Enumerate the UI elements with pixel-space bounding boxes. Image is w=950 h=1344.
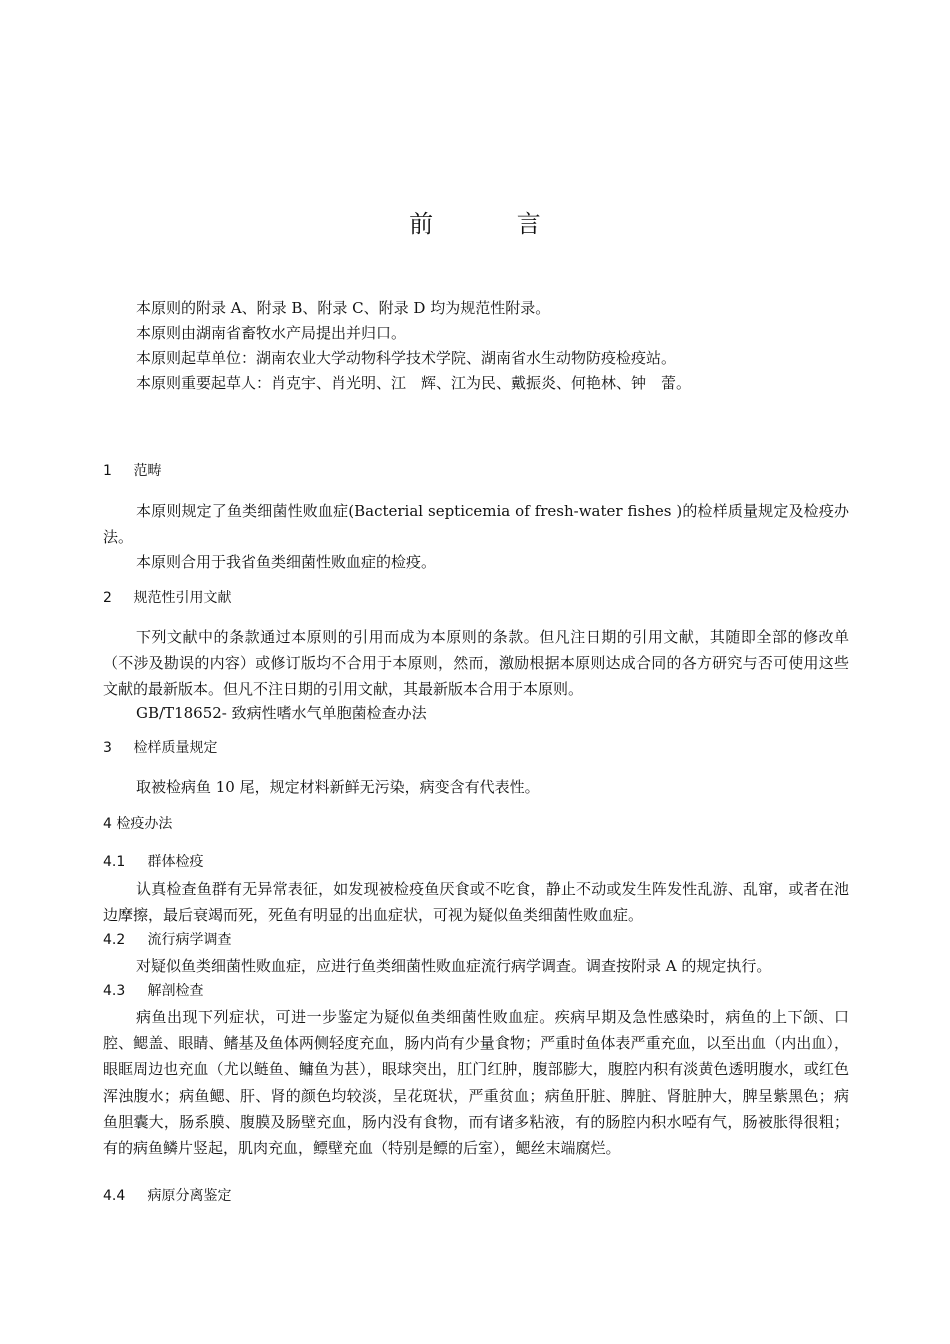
subsection-heading-4-2 (103, 930, 231, 950)
body-paragraph: 认真检查鱼群有无异常表征，如发现被检疫鱼厌食或不吃食，静止不动或发生阵发性乱游、乱窜，或者在池边摩擦，最后衰竭而死，死鱼有明显的出血症状，可视为疑似鱼类细菌性败血症。 (103, 880, 849, 925)
subsection-heading-4-3 (103, 981, 203, 1001)
subsection-title: 流行病学调查 (147, 932, 232, 948)
section-number: 3 (103, 740, 112, 756)
subsection-number: 4.1 (103, 854, 126, 870)
section-title: 范畴 (133, 463, 162, 479)
section-heading-3 (103, 738, 217, 758)
section-number: 4 (103, 816, 112, 832)
body-paragraph: 本原则规定了鱼类细菌性败血症(Bacterial septicemia of fresh-water fishes )的检样质量规定及检疫办法。 (103, 502, 849, 547)
body-paragraph: 病鱼出现下列症状，可进一步鉴定为疑似鱼类细菌性败血症。疾病早期及急性感染时，病鱼的上下颌、口腔、鳃盖、眼睛、鳍基及鱼体两侧轻度充血，肠内尚有少量食物；严重时鱼体表严重充血，以至出血（内出血），眼眶周边也充血（尤以鲢鱼、鳙鱼为甚），眼球突出，肛门红肿，腹部膨大，腹腔内积有淡黄色透明腹水，或红色浑浊腹水；病鱼鳃、肝、肾的颜色均较淡，呈花斑状，严重贫血；病鱼肝脏、脾脏、肾脏肿大，脾呈紫黑色；病鱼胆囊大，肠系膜、腹膜及肠壁充血，肠内没有食物，而有诸多粘液，有的肠腔内积水啞有气，肠被胀得很粗；有的病鱼鳞片竖起，肌肉充血，鳔壁充血（特别是鳔的后室），鳃丝末端腐烂。 (103, 1008, 849, 1158)
foreword-line: 本原则的附录 A、附录 B、附录 C、附录 D 均为规范性附录。 (136, 299, 551, 317)
foreword-line: 本原则由湖南省畜牧水产局提出并归口。 (136, 324, 407, 342)
section-number: 1 (103, 463, 112, 479)
subsection-title: 病原分离鉴定 (147, 1188, 232, 1204)
subsection-number: 4.3 (103, 983, 126, 999)
section-title: 检疫办法 (116, 816, 173, 832)
body-paragraph: 本原则合用于我省鱼类细菌性败血症的检疫。 (136, 553, 437, 571)
reference-item: GB/T18652- 致病性嗜水气单胞菌检查办法 (136, 704, 427, 722)
subsection-number: 4.4 (103, 1188, 126, 1204)
foreword-line: 本原则重要起草人：肖克宇、肖光明、江 辉、江为民、戴振炎、何艳林、钟 蕾。 (136, 374, 692, 392)
section-title: 规范性引用文献 (133, 590, 232, 606)
section-number: 2 (103, 590, 112, 606)
body-paragraph: 取被检病鱼 10 尾，规定材料新鲜无污染，病变含有代表性。 (136, 778, 540, 796)
subsection-number: 4.2 (103, 932, 126, 948)
subsection-title: 群体检疫 (147, 854, 204, 870)
section-heading-2 (103, 588, 231, 608)
body-paragraph: 对疑似鱼类细菌性败血症，应进行鱼类细菌性败血症流行病学调查。调查按附录 A 的规定执行。 (136, 957, 772, 975)
subsection-heading-4-4 (103, 1186, 231, 1206)
body-paragraph: 下列文献中的条款通过本原则的引用而成为本原则的条款。但凡注日期的引用文献，其随即全部的修改单（不涉及勘误的内容）或修订版均不合用于本原则，然而，激励根据本原则达成合同的各方研究与否可使用这些文献的最新版本。但凡不注日期的引用文献，其最新版本合用于本原则。 (103, 628, 849, 699)
foreword-line: 本原则起草单位：湖南农业大学动物科学技术学院、湖南省水生动物防疫检疫站。 (136, 349, 677, 367)
section-heading-4 (103, 814, 172, 834)
page-title: 前 言 (409, 210, 579, 238)
subsection-title: 解剖检查 (147, 983, 204, 999)
subsection-heading-4-1 (103, 852, 203, 872)
section-heading-1 (103, 461, 161, 481)
section-title: 检样质量规定 (133, 740, 218, 756)
